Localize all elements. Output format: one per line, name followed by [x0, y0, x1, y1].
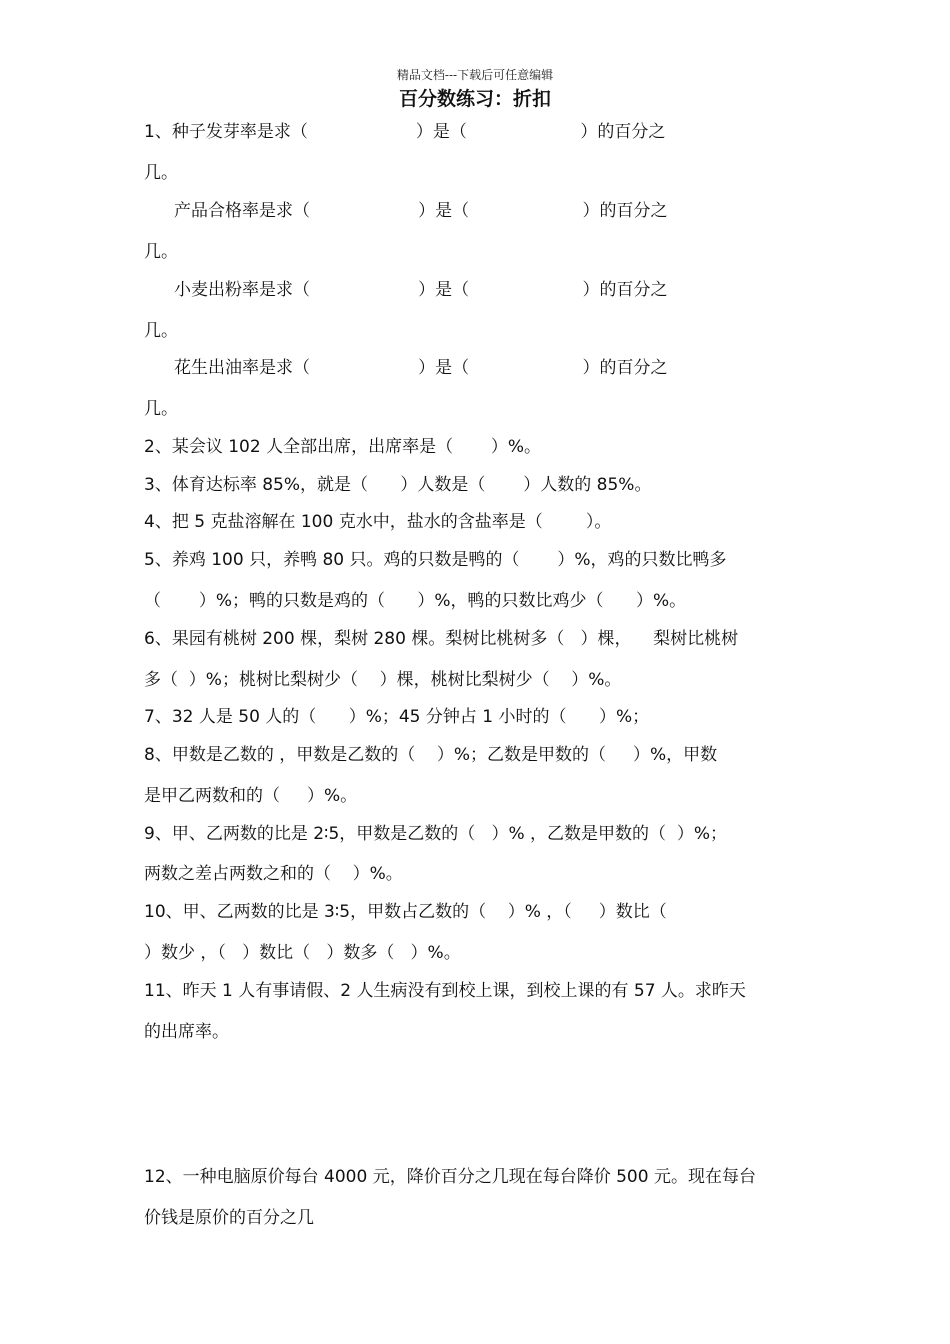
page-header: 精品文档---下载后可任意编辑: [396, 68, 554, 82]
question-10-line: 10、甲、乙两数的比是 3∶5，甲数占乙数的（ ）% ，（ ）数比（: [144, 902, 667, 922]
question-1-subline: 花生出油率是求（ ）是（ ）的百分之: [174, 358, 668, 378]
question-8-continuation: 是甲乙两数和的（ ）%。: [144, 786, 358, 806]
question-12-line: 12、一种电脑原价每台 4000 元，降价百分之几现在每台降价 500 元。现在每台: [144, 1167, 756, 1187]
question-7-line: 7、32 人是 50 人的（ ）%；45 分钟占 1 小时的（ ）%；: [144, 707, 650, 727]
question-5-continuation: （ ）%；鸭的只数是鸡的（ ）%，鸭的只数比鸡少（ ）%。: [144, 591, 687, 611]
question-1-subline: 产品合格率是求（ ）是（ ）的百分之: [174, 201, 668, 221]
question-5-line: 5、养鸡 100 只，养鸭 80 只。鸡的只数是鸭的（ ）%，鸡的只数比鸭多: [144, 550, 727, 570]
question-2-line: 2、某会议 102 人全部出席，出席率是（ ）%。: [144, 437, 542, 457]
question-4-line: 4、把 5 克盐溶解在 100 克水中，盐水的含盐率是（ ）。: [144, 512, 612, 532]
question-9-line: 9、甲、乙两数的比是 2∶5，甲数是乙数的（ ）% ，乙数是甲数的（ ）%；: [144, 824, 728, 844]
question-11-line: 11、昨天 1 人有事请假、2 人生病没有到校上课，到校上课的有 57 人。求昨天: [144, 981, 746, 1001]
worksheet-title: 百分数练习：折扣: [398, 88, 551, 110]
question-1-continuation: 几。: [144, 321, 178, 341]
question-6-line: 6、果园有桃树 200 棵，梨树 280 棵。梨树比桃树多（ ）棵， 梨树比桃树: [144, 629, 739, 649]
question-8-line: 8、甲数是乙数的 ，甲数是乙数的（ ）%；乙数是甲数的（ ）%，甲数: [144, 745, 718, 765]
question-9-continuation: 两数之差占两数之和的（ ）%。: [144, 864, 403, 884]
question-1-line: 1、种子发芽率是求（ ）是（ ）的百分之: [144, 122, 666, 142]
question-1-continuation: 几。: [144, 242, 178, 262]
question-1-continuation: 几。: [144, 399, 178, 419]
question-12-continuation: 价钱是原价的百分之几: [144, 1208, 314, 1228]
question-1-continuation: 几。: [144, 163, 178, 183]
question-1-subline: 小麦出粉率是求（ ）是（ ）的百分之: [174, 280, 668, 300]
question-11-continuation: 的出席率。: [144, 1022, 229, 1042]
question-10-continuation: ）数少 ，（ ）数比（ ）数多（ ）%。: [144, 943, 461, 963]
question-3-line: 3、体育达标率 85%，就是（ ）人数是（ ）人数的 85%。: [144, 475, 652, 495]
question-6-continuation: 多（ ）%；桃树比梨树少（ ）棵，桃树比梨树少（ ）%。: [144, 670, 622, 690]
